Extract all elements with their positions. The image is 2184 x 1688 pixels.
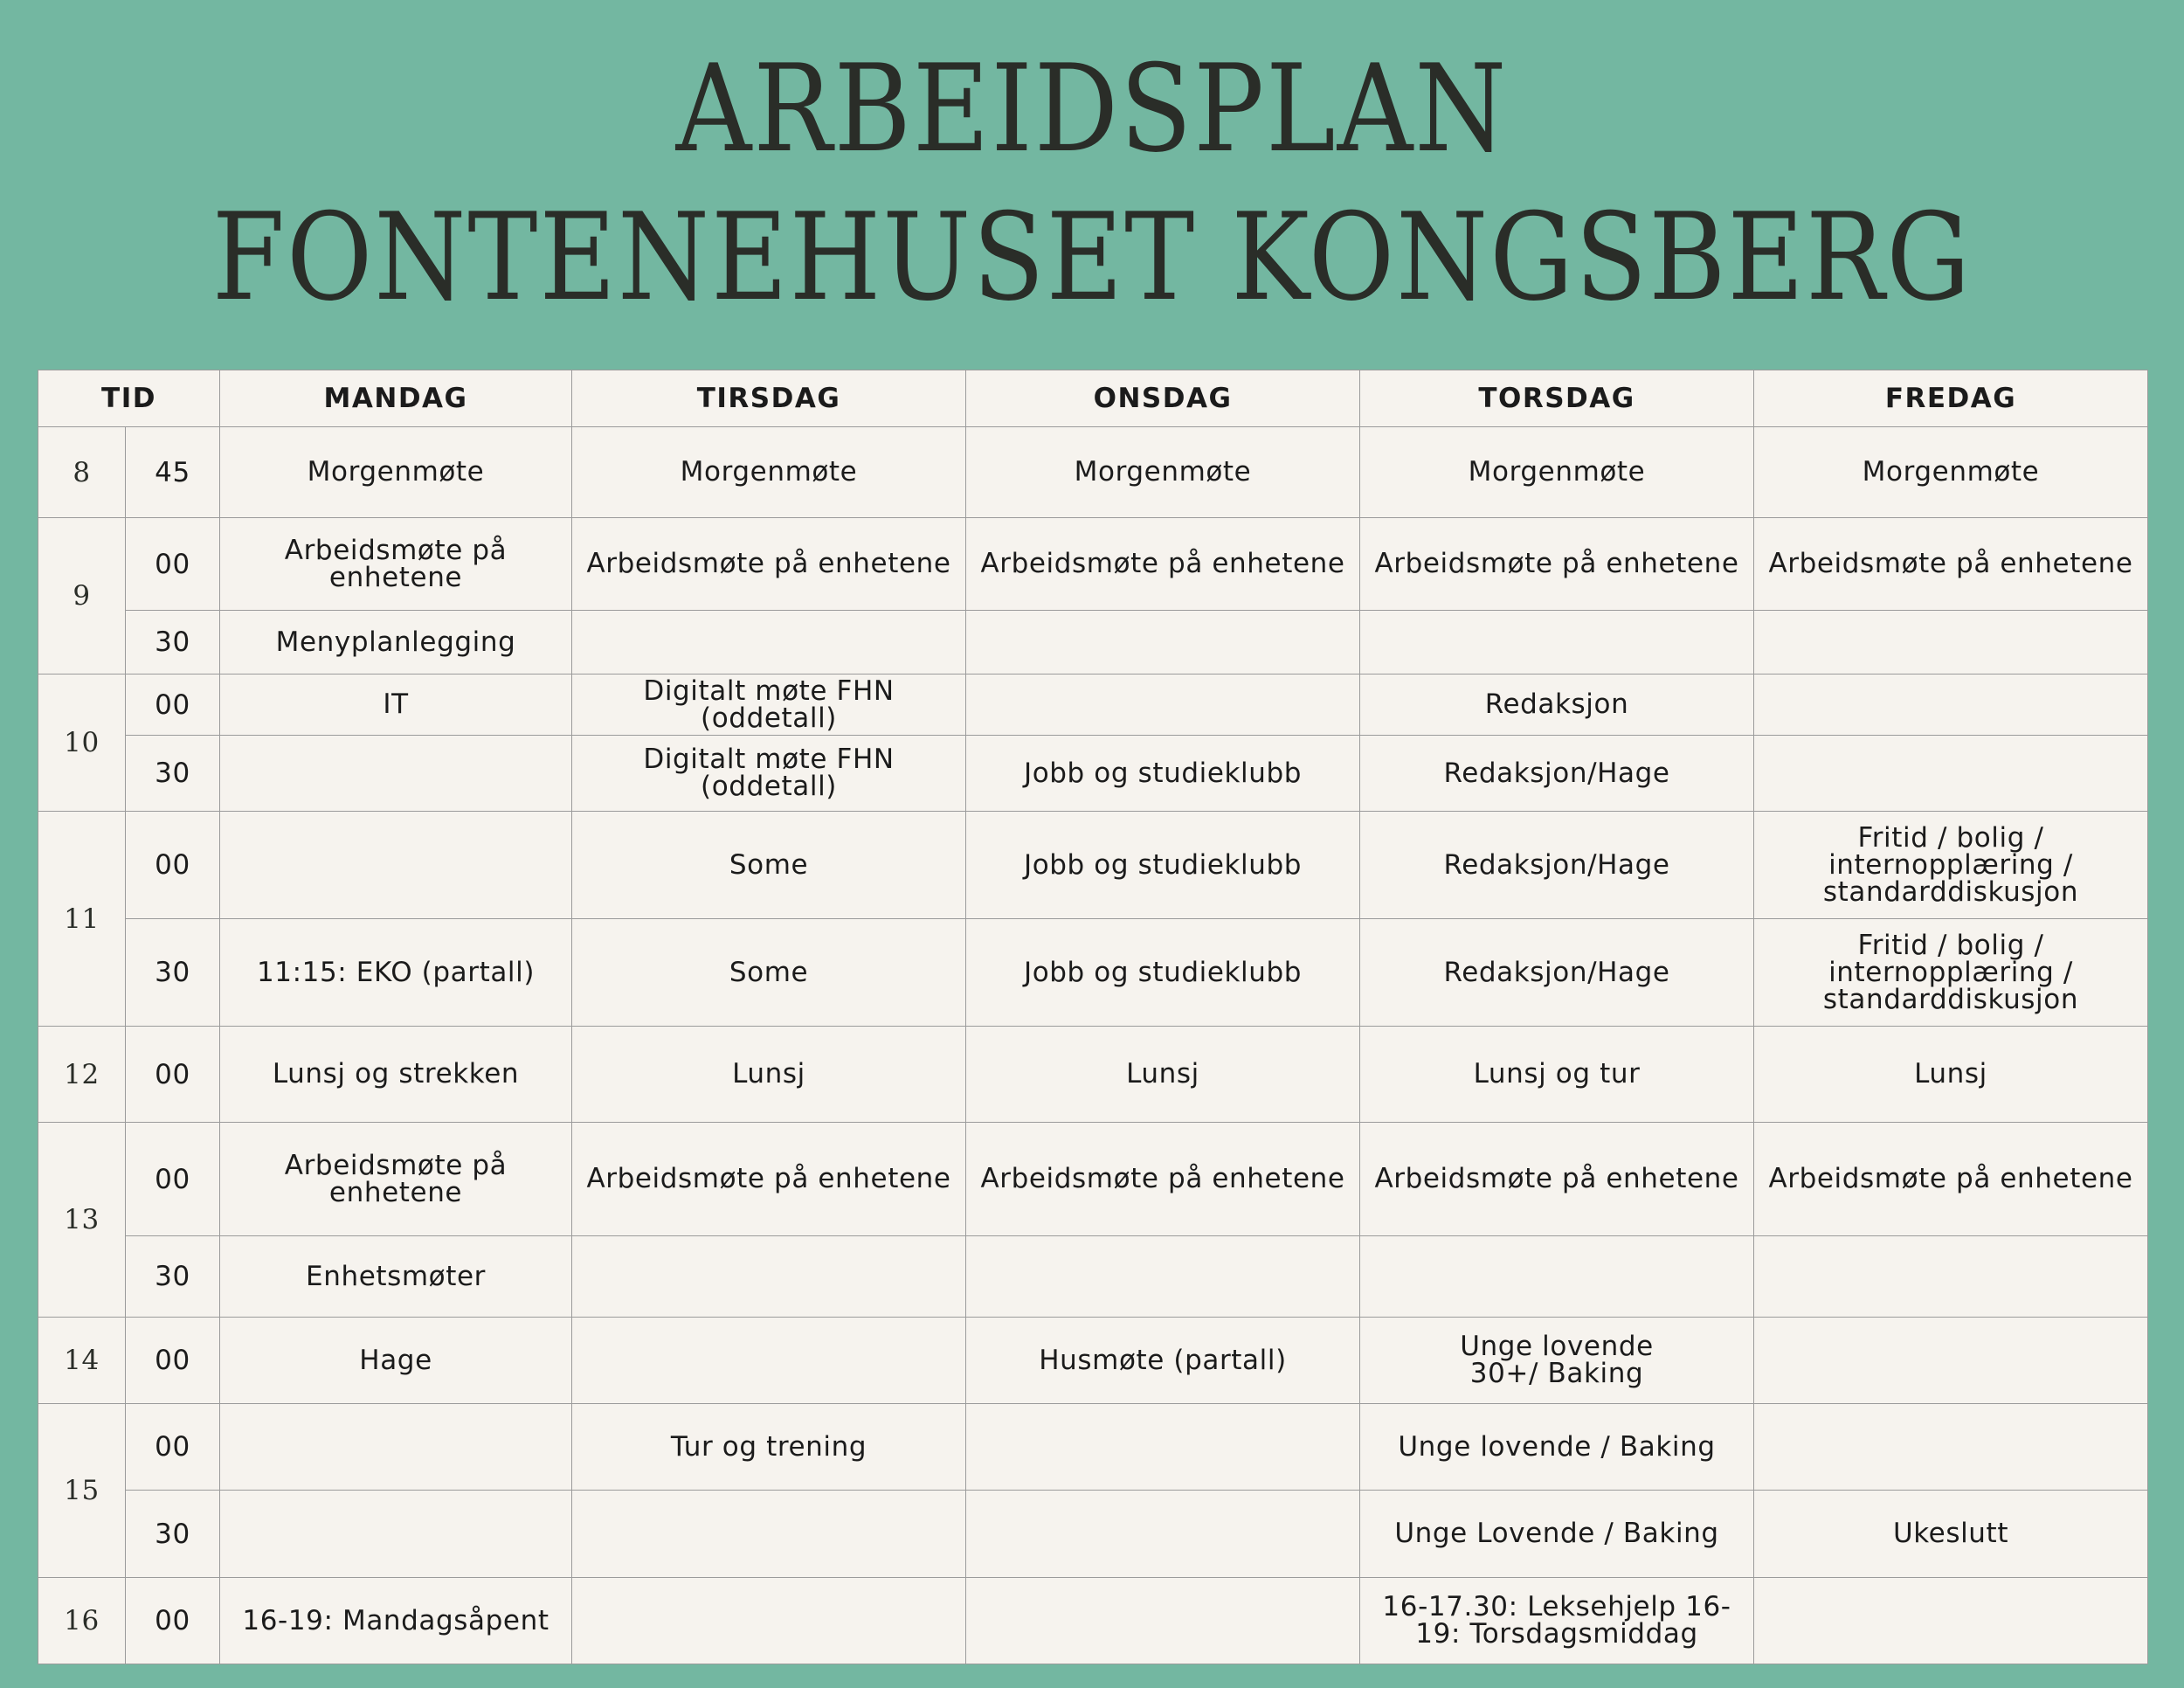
minute-cell: 30 <box>126 736 220 812</box>
activity-cell: Fritid / bolig / internopplæring / standarddiskusjon <box>1754 812 2148 919</box>
activity-cell <box>966 1404 1360 1491</box>
hour-cell: 16 <box>38 1578 126 1664</box>
activity-cell: IT <box>220 675 572 736</box>
activity-cell: Lunsj <box>572 1027 966 1123</box>
hour-cell: 14 <box>38 1318 126 1404</box>
activity-cell <box>220 736 572 812</box>
hour-cell: 8 <box>38 427 126 518</box>
activity-cell: Ukeslutt <box>1754 1491 2148 1578</box>
activity-cell: Jobb og studieklubb <box>966 919 1360 1027</box>
activity-cell: Arbeidsmøte på enhetene <box>572 518 966 611</box>
activity-cell <box>1754 611 2148 675</box>
table-row <box>38 1578 2148 1664</box>
table-row <box>38 1491 2148 1578</box>
header-onsdag: ONSDAG <box>966 370 1360 427</box>
activity-cell: Redaksjon <box>1360 675 1754 736</box>
minute-cell: 00 <box>126 1123 220 1236</box>
header-torsdag: TORSDAG <box>1360 370 1754 427</box>
table-row <box>38 736 2148 812</box>
activity-cell <box>572 611 966 675</box>
activity-cell <box>1754 736 2148 812</box>
activity-cell: 16-19: Mandagsåpent <box>220 1578 572 1664</box>
table-row <box>38 1318 2148 1404</box>
activity-cell: Morgenmøte <box>1360 427 1754 518</box>
activity-cell: Arbeidsmøte på enhetene <box>220 1123 572 1236</box>
activity-cell: Unge lovende / Baking <box>1360 1404 1754 1491</box>
activity-cell: Jobb og studieklubb <box>966 736 1360 812</box>
schedule-table <box>38 370 2148 1664</box>
activity-cell <box>572 1491 966 1578</box>
activity-cell: Morgenmøte <box>1754 427 2148 518</box>
activity-cell: Enhetsmøter <box>220 1236 572 1318</box>
activity-cell <box>1754 1404 2148 1491</box>
activity-cell: Lunsj og strekken <box>220 1027 572 1123</box>
activity-cell: Lunsj og tur <box>1360 1027 1754 1123</box>
title-line-1: ARBEIDSPLAN <box>675 39 1509 180</box>
activity-cell: Tur og trening <box>572 1404 966 1491</box>
activity-cell: Unge lovende 30+/ Baking <box>1360 1318 1754 1404</box>
activity-cell: Arbeidsmøte på enhetene <box>1360 1123 1754 1236</box>
activity-cell: Redaksjon/Hage <box>1360 812 1754 919</box>
minute-cell: 30 <box>126 919 220 1027</box>
hour-cell: 13 <box>38 1123 126 1318</box>
header-tid: TID <box>38 370 220 427</box>
table-row <box>38 675 2148 736</box>
header-fredag: FREDAG <box>1754 370 2148 427</box>
activity-cell <box>966 611 1360 675</box>
table-row <box>38 1027 2148 1123</box>
activity-cell: 16-17.30: Leksehjelp 16-19: Torsdagsmiddag <box>1360 1578 1754 1664</box>
activity-cell <box>1754 675 2148 736</box>
activity-cell: Digitalt møte FHN (oddetall) <box>572 736 966 812</box>
activity-cell <box>572 1578 966 1664</box>
activity-cell <box>966 1491 1360 1578</box>
hour-cell: 10 <box>38 675 126 812</box>
minute-cell: 30 <box>126 611 220 675</box>
minute-cell: 00 <box>126 675 220 736</box>
activity-cell: Some <box>572 812 966 919</box>
activity-cell: Hage <box>220 1318 572 1404</box>
header-tirsdag: TIRSDAG <box>572 370 966 427</box>
activity-cell <box>1360 1236 1754 1318</box>
activity-cell: Redaksjon/Hage <box>1360 736 1754 812</box>
minute-cell: 00 <box>126 1578 220 1664</box>
activity-cell: Redaksjon/Hage <box>1360 919 1754 1027</box>
activity-cell: Arbeidsmøte på enhetene <box>966 1123 1360 1236</box>
activity-cell <box>572 1318 966 1404</box>
activity-cell <box>1754 1236 2148 1318</box>
hour-cell: 15 <box>38 1404 126 1578</box>
page-title <box>0 39 2184 349</box>
activity-cell: Menyplanlegging <box>220 611 572 675</box>
table-row <box>38 919 2148 1027</box>
minute-cell: 00 <box>126 1404 220 1491</box>
minute-cell: 00 <box>126 1027 220 1123</box>
header-mandag: MANDAG <box>220 370 572 427</box>
activity-cell <box>1754 1578 2148 1664</box>
activity-cell: Arbeidsmøte på enhetene <box>1360 518 1754 611</box>
activity-cell: Arbeidsmøte på enhetene <box>1754 1123 2148 1236</box>
activity-cell: Lunsj <box>966 1027 1360 1123</box>
activity-cell: 11:15: EKO (partall) <box>220 919 572 1027</box>
minute-cell: 00 <box>126 1318 220 1404</box>
activity-cell <box>220 1404 572 1491</box>
activity-cell <box>966 675 1360 736</box>
activity-cell <box>220 1491 572 1578</box>
table-row <box>38 427 2148 518</box>
activity-cell: Morgenmøte <box>966 427 1360 518</box>
activity-cell: Morgenmøte <box>572 427 966 518</box>
minute-cell: 30 <box>126 1236 220 1318</box>
table-row <box>38 518 2148 611</box>
minute-cell: 00 <box>126 518 220 611</box>
activity-cell <box>966 1236 1360 1318</box>
header-row <box>38 370 2148 427</box>
activity-cell <box>966 1578 1360 1664</box>
table-row <box>38 1123 2148 1236</box>
table-row <box>38 812 2148 919</box>
activity-cell: Some <box>572 919 966 1027</box>
activity-cell <box>1360 611 1754 675</box>
activity-cell: Fritid / bolig / internopplæring / standarddiskusjon <box>1754 919 2148 1027</box>
activity-cell: Unge Lovende / Baking <box>1360 1491 1754 1578</box>
title-line-2: FONTENEHUSET KONGSBERG <box>211 188 1973 329</box>
activity-cell: Jobb og studieklubb <box>966 812 1360 919</box>
table-row <box>38 611 2148 675</box>
activity-cell: Arbeidsmøte på enhetene <box>220 518 572 611</box>
activity-cell: Husmøte (partall) <box>966 1318 1360 1404</box>
activity-cell <box>1754 1318 2148 1404</box>
activity-cell: Arbeidsmøte på enhetene <box>1754 518 2148 611</box>
activity-cell <box>220 812 572 919</box>
table-row <box>38 1404 2148 1491</box>
activity-cell <box>572 1236 966 1318</box>
minute-cell: 00 <box>126 812 220 919</box>
minute-cell: 45 <box>126 427 220 518</box>
activity-cell: Arbeidsmøte på enhetene <box>572 1123 966 1236</box>
minute-cell: 30 <box>126 1491 220 1578</box>
table-row <box>38 1236 2148 1318</box>
activity-cell: Lunsj <box>1754 1027 2148 1123</box>
hour-cell: 9 <box>38 518 126 675</box>
hour-cell: 11 <box>38 812 126 1027</box>
hour-cell: 12 <box>38 1027 126 1123</box>
activity-cell: Morgenmøte <box>220 427 572 518</box>
activity-cell: Arbeidsmøte på enhetene <box>966 518 1360 611</box>
activity-cell: Digitalt møte FHN (oddetall) <box>572 675 966 736</box>
